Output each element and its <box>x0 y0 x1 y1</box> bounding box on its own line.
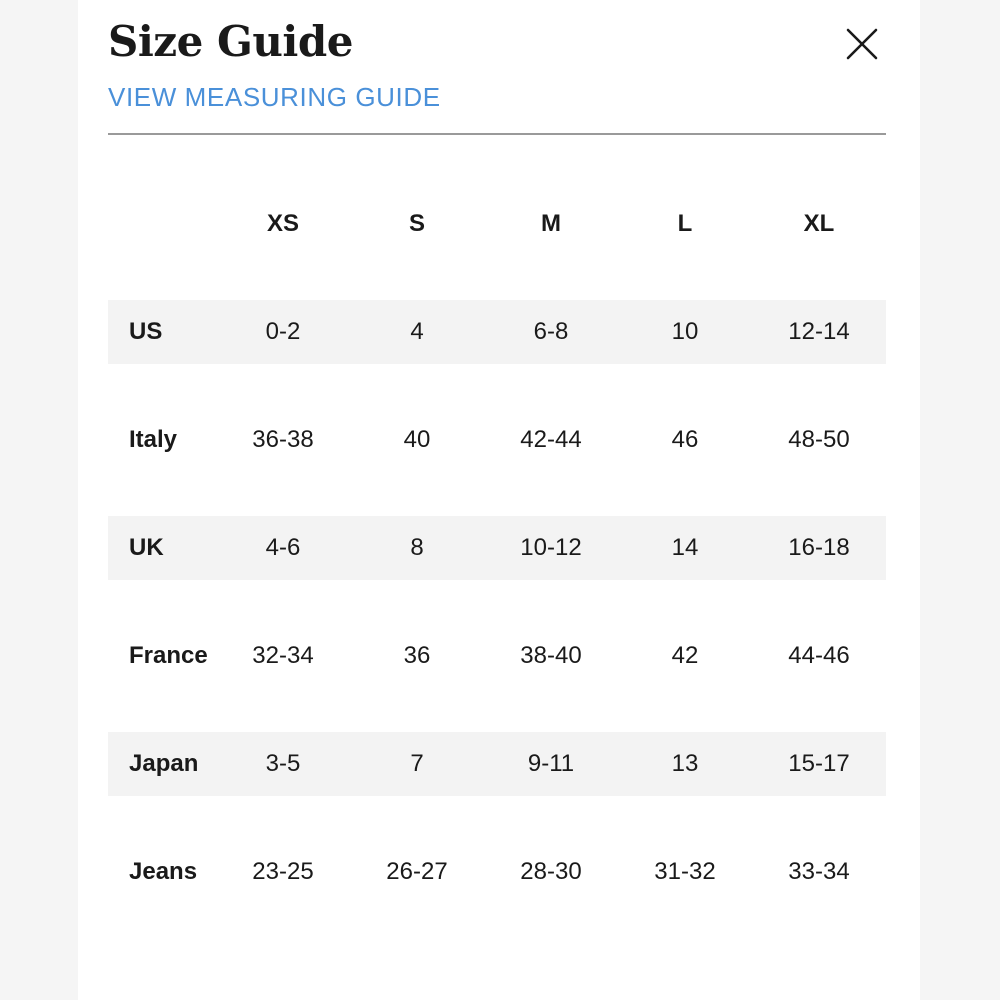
table-row <box>108 494 886 602</box>
size-cell: 40 <box>403 426 431 453</box>
size-cell: 4-6 <box>216 494 350 602</box>
size-header: M <box>541 210 561 237</box>
size-cell: 9-11 <box>484 710 618 818</box>
size-cell: 6-8 <box>484 278 618 386</box>
size-cell: 46 <box>671 426 699 453</box>
region-label: UK <box>108 494 216 602</box>
table-row <box>108 386 886 494</box>
size-cell: 13 <box>618 710 752 818</box>
size-header: XL <box>803 210 835 237</box>
size-cell: 33-34 <box>788 858 850 885</box>
close-icon <box>842 24 882 64</box>
modal-title: Size Guide <box>108 17 353 66</box>
close-button[interactable] <box>842 24 882 64</box>
size-cell: 32-34 <box>252 642 314 669</box>
size-cell: 3-5 <box>216 710 350 818</box>
size-header: L <box>677 210 693 237</box>
size-cell: 0-2 <box>216 278 350 386</box>
size-cell: 10-12 <box>484 494 618 602</box>
header-divider <box>108 133 886 135</box>
corner-cell <box>108 170 216 278</box>
size-cell: 44-46 <box>788 642 850 669</box>
size-header-row <box>108 170 886 278</box>
size-cell: 15-17 <box>752 710 886 818</box>
size-cell: 38-40 <box>520 642 582 669</box>
region-label: US <box>108 278 216 386</box>
table-row <box>108 710 886 818</box>
table-row <box>108 602 886 710</box>
size-cell: 8 <box>350 494 484 602</box>
table-row <box>108 818 886 926</box>
size-cell: 12-14 <box>752 278 886 386</box>
region-label: France <box>129 642 208 669</box>
size-cell: 14 <box>618 494 752 602</box>
size-guide-modal <box>78 0 920 1000</box>
size-cell: 23-25 <box>252 858 314 885</box>
size-cell: 42-44 <box>520 426 582 453</box>
size-table <box>108 170 886 926</box>
size-header: XS <box>266 210 299 237</box>
size-cell: 36-38 <box>252 426 314 453</box>
view-measuring-guide-link[interactable]: VIEW MEASURING GUIDE <box>108 82 441 112</box>
region-label: Jeans <box>129 858 198 885</box>
size-header: S <box>408 210 425 237</box>
table-row <box>108 278 886 386</box>
size-cell: 26-27 <box>386 858 448 885</box>
size-cell: 4 <box>350 278 484 386</box>
size-cell: 36 <box>403 642 431 669</box>
size-cell: 28-30 <box>520 858 582 885</box>
size-cell: 10 <box>618 278 752 386</box>
size-cell: 48-50 <box>788 426 850 453</box>
size-cell: 7 <box>350 710 484 818</box>
size-cell: 31-32 <box>654 858 716 885</box>
region-label: Italy <box>129 426 178 453</box>
size-cell: 16-18 <box>752 494 886 602</box>
region-label: Japan <box>108 710 216 818</box>
size-cell: 42 <box>671 642 699 669</box>
